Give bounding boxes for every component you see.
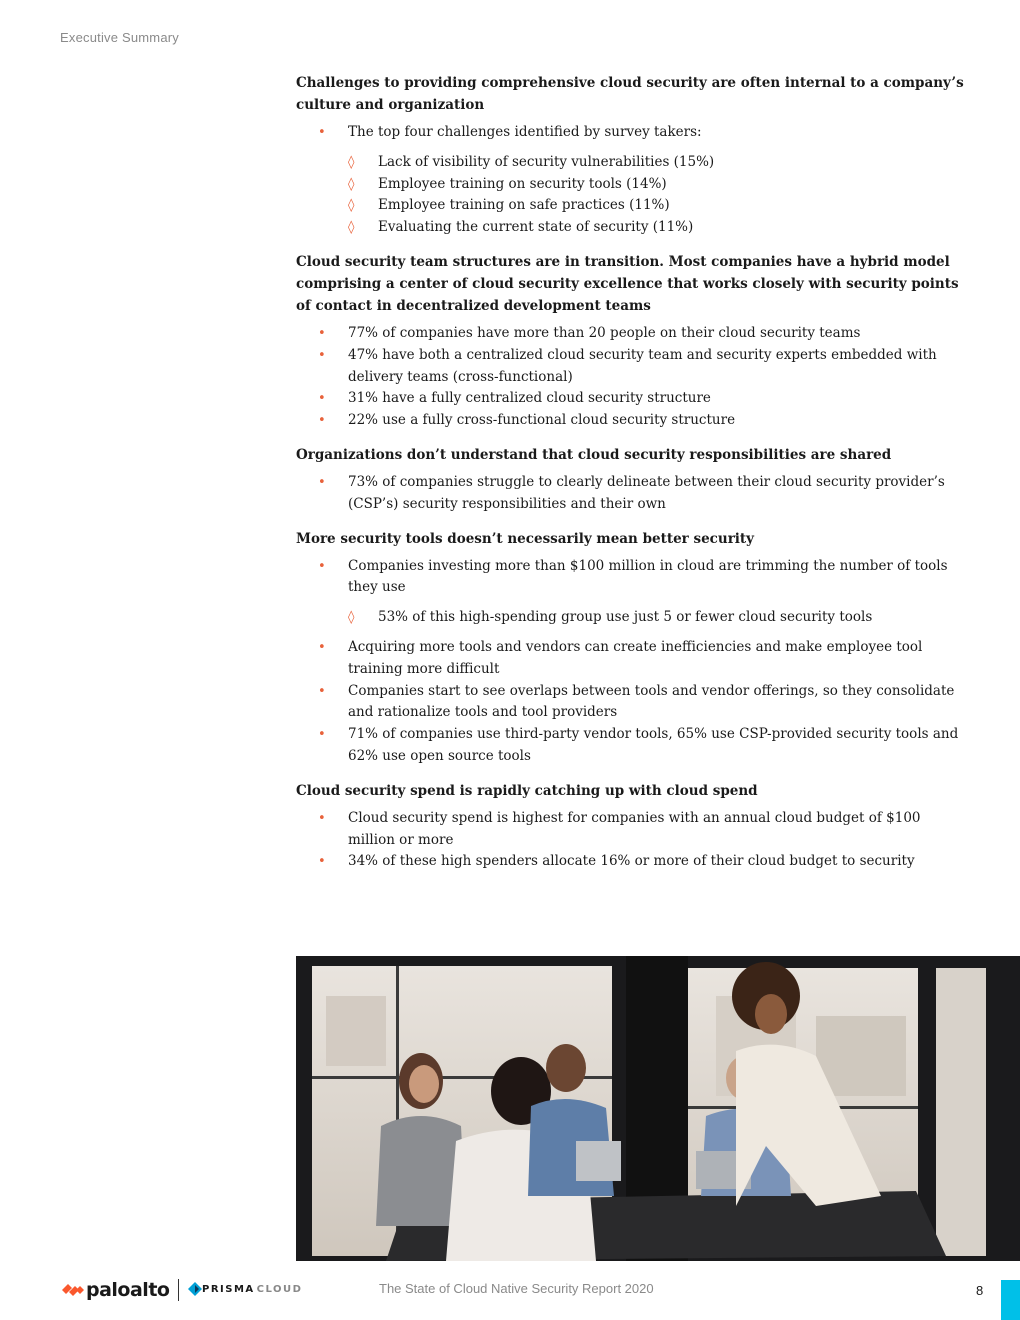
- prisma-cloud-logo: [188, 1282, 302, 1296]
- sub-list-item: ◊ 53% of this high-spending group use just 5 or fewer cloud security tools: [348, 607, 966, 629]
- section-security-spend: [296, 780, 966, 873]
- sub-list-item: ◊ Employee training on security tools (14%): [348, 174, 966, 196]
- list-item: • 77% of companies have more than 20 people on their cloud security teams: [296, 323, 966, 345]
- list-item-text: Companies investing more than $100 million in cloud are trimming the number of tools they use: [348, 557, 948, 596]
- page-tab: [1001, 1280, 1020, 1320]
- list-item-text: The top four challenges identified by survey takers:: [348, 124, 702, 140]
- sub-list-item: ◊ Employee training on safe practices (11%): [348, 195, 966, 217]
- section-shared-responsibility: [296, 444, 966, 516]
- section-heading: Cloud security spend is rapidly catching up with cloud spend: [296, 782, 758, 799]
- section-heading: More security tools doesn’t necessarily mean better security: [296, 530, 755, 547]
- paloalto-wordmark: paloalto: [86, 1279, 170, 1301]
- paloalto-logo: [60, 1278, 169, 1302]
- bullet-list: [296, 122, 966, 239]
- sub-list-item: ◊ Evaluating the current state of security (11%): [348, 217, 966, 239]
- paloalto-mark-icon: [60, 1280, 86, 1300]
- bullet-list: [296, 556, 966, 768]
- section-heading: Organizations don’t understand that cloud security responsibilities are shared: [296, 446, 892, 463]
- list-item: • Acquiring more tools and vendors can create inefficiencies and make employee tool training more difficult: [296, 637, 966, 681]
- logo-divider: [178, 1279, 179, 1301]
- page-number: 8: [976, 1283, 984, 1298]
- bullet-list: [296, 808, 966, 873]
- list-item: • 31% have a fully centralized cloud security structure: [296, 388, 966, 410]
- section-heading: Challenges to providing comprehensive cloud security are often internal to a company’s culture and organization: [296, 75, 964, 113]
- list-item: [296, 122, 966, 239]
- report-title: The State of Cloud Native Security Report 2020: [379, 1281, 654, 1296]
- list-item: • Cloud security spend is highest for companies with an annual cloud budget of $100 million or more: [296, 808, 966, 852]
- sub-list: [348, 607, 966, 629]
- meeting-photo: [296, 956, 1020, 1261]
- list-item: • 71% of companies use third-party vendor tools, 65% use CSP-provided security tools and 62% use open source tools: [296, 724, 966, 768]
- main-content: [296, 72, 966, 885]
- section-heading: Cloud security team structures are in transition. Most companies have a hybrid model comprising a center of cloud security excellence that works closely with security points of contact in decentralized development teams: [296, 253, 959, 314]
- list-item: [296, 556, 966, 629]
- list-item: • 73% of companies struggle to clearly delineate between their cloud security provider’s (CSP’s) security responsibilities and their own: [296, 472, 966, 516]
- prisma-wordmark: PRISMA: [202, 1283, 255, 1295]
- section-label: Executive Summary: [60, 30, 179, 45]
- sub-list: [348, 152, 966, 239]
- section-challenges: [296, 72, 966, 239]
- list-item: • 47% have both a centralized cloud security team and security experts embedded with delivery teams (cross-functional): [296, 345, 966, 389]
- list-item: • 34% of these high spenders allocate 16% or more of their cloud budget to security: [296, 851, 966, 873]
- meeting-photo-illustration: [296, 956, 1020, 1261]
- section-team-structures: [296, 251, 966, 432]
- section-security-tools: [296, 528, 966, 768]
- bullet-list: [296, 472, 966, 516]
- bullet-list: [296, 323, 966, 432]
- list-item: • 22% use a fully cross-functional cloud security structure: [296, 410, 966, 432]
- list-item: • Companies start to see overlaps between tools and vendor offerings, so they consolidate and rationalize tools and tool providers: [296, 681, 966, 725]
- cloud-wordmark: CLOUD: [256, 1283, 303, 1295]
- prisma-mark-icon: [188, 1282, 202, 1296]
- sub-list-item: ◊ Lack of visibility of security vulnerabilities (15%): [348, 152, 966, 174]
- page-footer: [0, 1270, 1020, 1320]
